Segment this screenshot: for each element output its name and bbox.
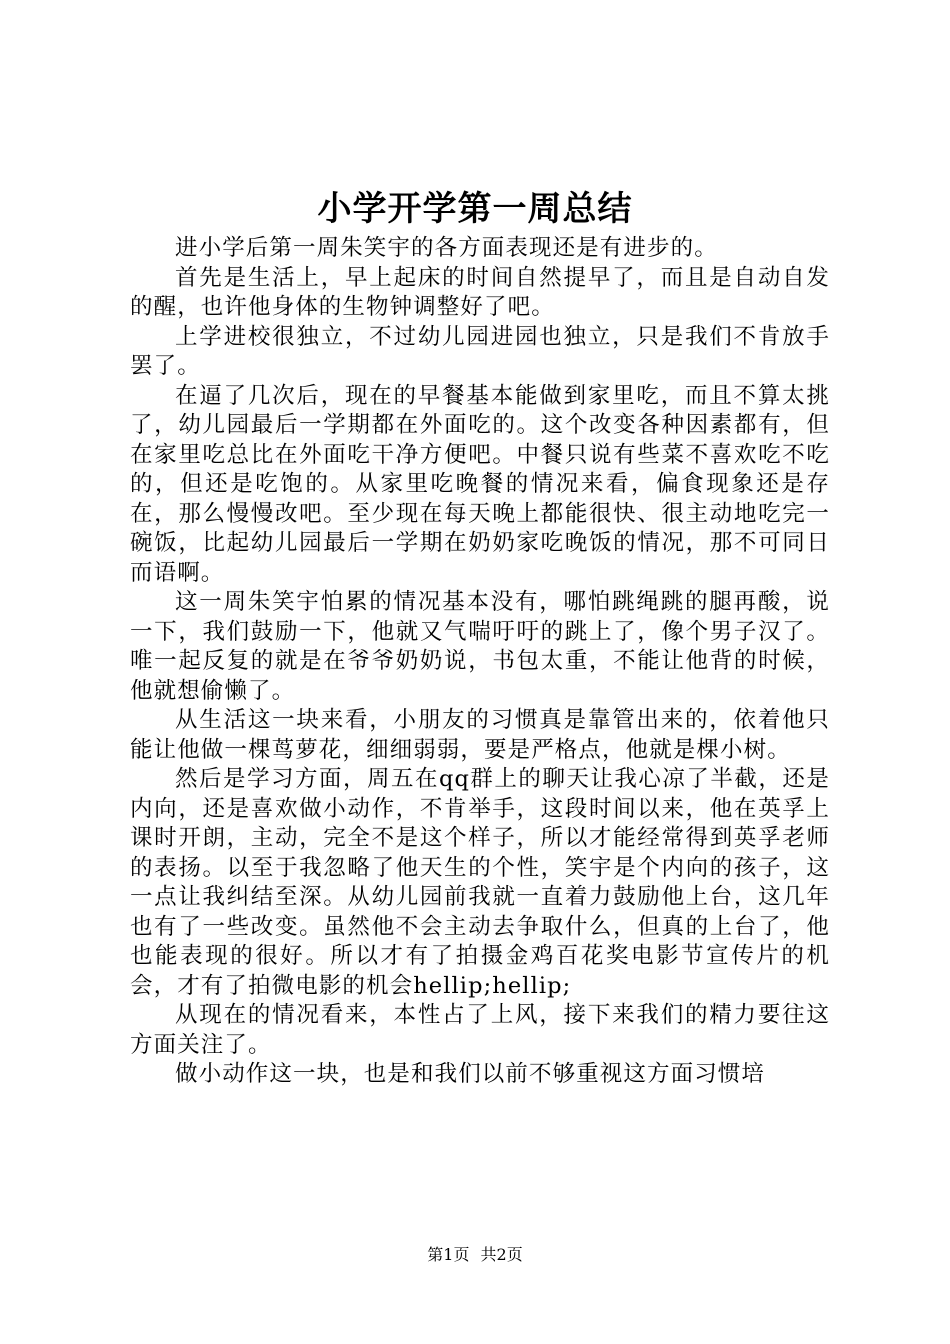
paragraph: 上学进校很独立，不过幼儿园进园也独立，只是我们不肯放手罢了。 [130, 323, 830, 379]
document-title: 小学开学第一周总结 [317, 189, 633, 229]
page-footer [0, 1244, 950, 1266]
paragraph: 首先是生活上，早上起床的时间自然提早了，而且是自动自发的醒，也许他身体的生物钟调整好了吧。 [130, 264, 830, 320]
paragraph: 从现在的情况看来，本性占了上风，接下来我们的精力要往这方面关注了。 [130, 1002, 830, 1058]
paragraph: 进小学后第一周朱笑宇的各方面表现还是有进步的。 [175, 235, 718, 261]
paragraph: 做小动作这一块，也是和我们以前不够重视这方面习惯培 [175, 1061, 766, 1087]
paragraph: 然后是学习方面，周五在qq群上的聊天让我心凉了半截，还是内向，还是喜欢做小动作，不肯举手，这段时间以来，他在英孚上课时开朗，主动，完全不是这个样子，所以才能经常得到英孚老师的表扬。以至于我忽略了他天生的个性，笑宇是个内向的孩子，这一点让我纠结至深。从幼儿园前我就一直着力鼓励他上台，这几年也有了一些改变。虽然他不会主动去争取什么，但真的上台了，他也能表现的很好。所以才有了拍摄金鸡百花奖电影节宣传片的机会，才有了拍微电影的机会hellip;hellip; [130, 766, 830, 999]
paragraph: 这一周朱笑宇怕累的情况基本没有，哪怕跳绳跳的腿再酸，说一下，我们鼓励一下，他就又气喘吁吁的跳上了，像个男子汉了。唯一起反复的就是在爷爷奶奶说，书包太重，不能让他背的时候，他就想偷懒了。 [130, 589, 830, 704]
paragraph: 在逼了几次后，现在的早餐基本能做到家里吃，而且不算太挑了，幼儿园最后一学期都在外面吃的。这个改变各种因素都有，但在家里吃总比在外面吃干净方便吧。中餐只说有些菜不喜欢吃不吃的，但还是吃饱的。从家里吃晚餐的情况来看，偏食现象还是存在，那么慢慢改吧。至少现在每天晚上都能很快、很主动地吃完一碗饭，比起幼儿园最后一学期在奶奶家吃晚饭的情况，那不可同日而语啊。 [130, 382, 830, 586]
paragraph: 从生活这一块来看，小朋友的习惯真是靠管出来的，依着他只能让他做一棵茑萝花，细细弱弱，要是严格点，他就是棵小树。 [130, 707, 830, 763]
page-total: 共2页 [480, 1245, 523, 1264]
document-body [130, 234, 830, 1184]
page-number: 第1页 [427, 1245, 470, 1264]
